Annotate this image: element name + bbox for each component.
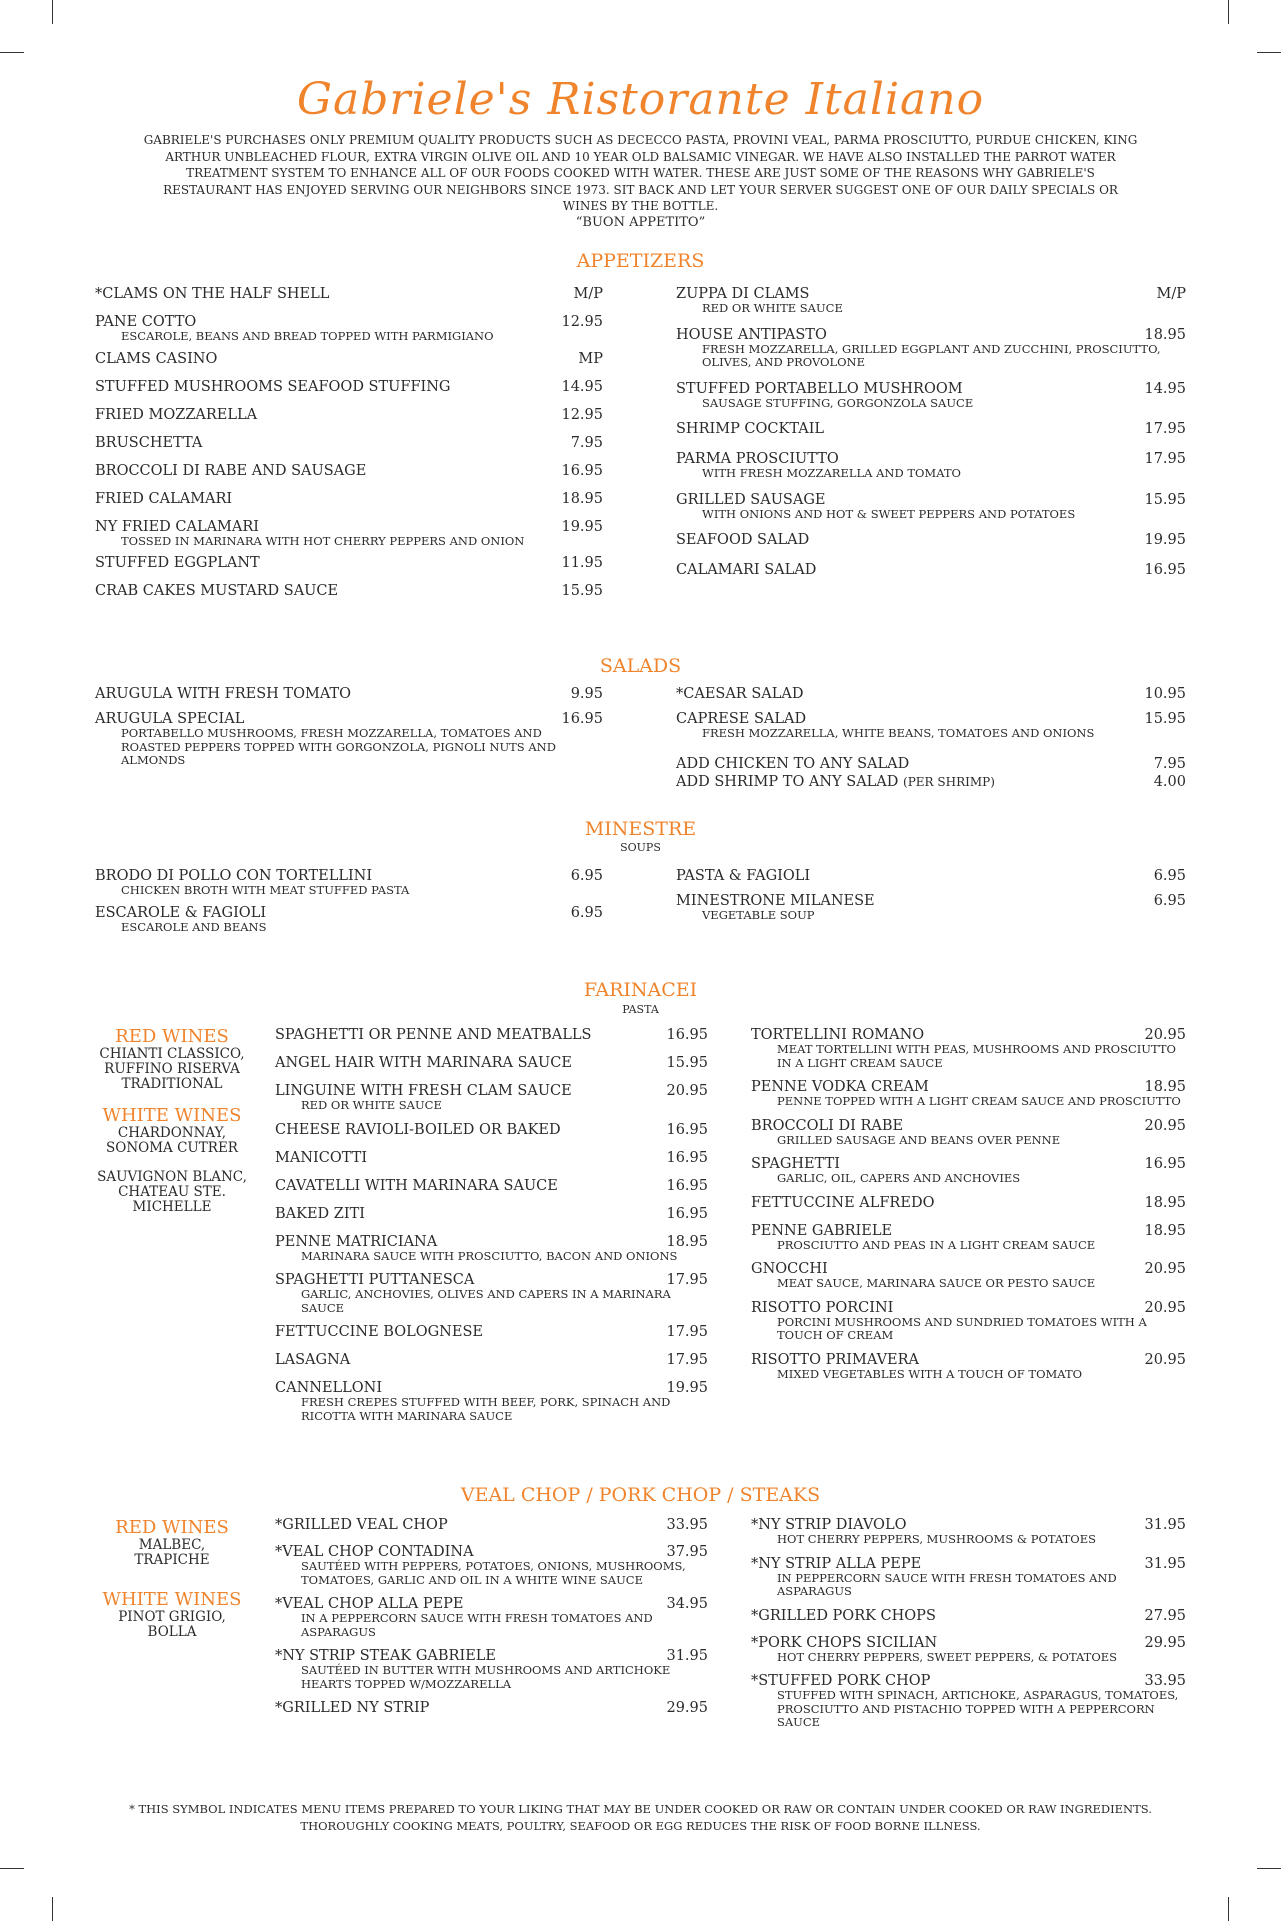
menu-item xyxy=(95,287,603,302)
item-price: 9.95 xyxy=(570,686,603,702)
menu-item xyxy=(751,1518,1186,1547)
item-name: RISOTTO PORCINI xyxy=(751,1299,894,1316)
item-price: 12.95 xyxy=(561,406,603,423)
menu-item xyxy=(751,1262,1186,1291)
minestre-left-column xyxy=(95,869,603,934)
white-wines-heading: WHITE WINES xyxy=(102,1589,242,1610)
menu-item xyxy=(676,452,1186,481)
menu-item xyxy=(275,1235,708,1264)
item-name: *GRILLED VEAL CHOP xyxy=(275,1517,448,1533)
menu-header xyxy=(0,72,1281,231)
item-name: BROCCOLI DI RABE xyxy=(751,1117,904,1134)
item-price: 16.95 xyxy=(666,1177,708,1194)
appetizers-left-column xyxy=(95,287,603,599)
steaks-right-column xyxy=(751,1518,1186,1730)
item-price: 15.95 xyxy=(1144,711,1186,727)
wine-line: TRADITIONAL xyxy=(121,1076,223,1092)
menu-item xyxy=(95,906,603,935)
wine-line: MICHELLE xyxy=(132,1199,212,1215)
item-price: 20.95 xyxy=(1144,1351,1186,1368)
salads-right-column xyxy=(676,687,1186,741)
item-name: CLAMS CASINO xyxy=(95,350,218,367)
item-price: 15.95 xyxy=(666,1055,708,1071)
item-description: ESCAROLE AND BEANS xyxy=(121,919,267,934)
item-price: 12.95 xyxy=(561,314,603,330)
item-name: PASTA & FAGIOLI xyxy=(676,868,811,884)
item-description: PROSCIUTTO AND PEAS IN A LIGHT CREAM SAUCE xyxy=(777,1237,1096,1252)
item-price: 15.95 xyxy=(561,583,603,599)
menu-item xyxy=(751,1557,1186,1599)
menu-item xyxy=(751,1609,1186,1624)
item-description: ESCAROLE, BEANS AND BREAD TOPPED WITH PARMIGIANO xyxy=(121,329,494,343)
item-description: VEGETABLE SOUP xyxy=(702,908,815,922)
item-name: CAPRESE SALAD xyxy=(676,711,807,727)
menu-item xyxy=(751,1301,1186,1343)
item-name: ADD SHRIMP TO ANY SALAD xyxy=(676,774,899,790)
farinacei-subheading: PASTA xyxy=(622,1003,659,1016)
crop-mark xyxy=(1228,0,1229,24)
item-price: 37.95 xyxy=(666,1544,708,1560)
item-price: 20.95 xyxy=(1144,1299,1186,1316)
item-description: FRESH MOZZARELLA, WHITE BEANS, TOMATOES AND ONIONS xyxy=(702,726,1095,740)
item-name: MANICOTTI xyxy=(275,1149,368,1166)
menu-item xyxy=(275,1151,708,1166)
item-name: ESCAROLE & FAGIOLI xyxy=(95,904,267,921)
item-description: RED OR WHITE SAUCE xyxy=(301,1098,442,1112)
item-price: M/P xyxy=(573,286,603,302)
menu-item xyxy=(751,1028,1186,1070)
menu-item xyxy=(95,436,603,451)
wine-line: PINOT GRIGIO, xyxy=(118,1609,226,1625)
item-price: 18.95 xyxy=(1144,1079,1186,1095)
item-description: GARLIC, ANCHOVIES, OLIVES AND CAPERS IN A MARINARA SAUCE xyxy=(301,1287,671,1315)
item-name: *CLAMS ON THE HALF SHELL xyxy=(95,286,330,302)
crop-mark xyxy=(0,1868,24,1869)
item-price: 14.95 xyxy=(1144,380,1186,397)
item-price: 17.95 xyxy=(666,1272,708,1288)
item-description: MEAT SAUCE, MARINARA SAUCE OR PESTO SAUCE xyxy=(777,1276,1096,1290)
item-description: GARLIC, OIL, CAPERS AND ANCHOVIES xyxy=(777,1171,1021,1185)
item-price: 11.95 xyxy=(561,555,603,571)
menu-item xyxy=(95,712,603,768)
item-price: 27.95 xyxy=(1144,1607,1186,1624)
menu-item xyxy=(676,687,1186,702)
appetizers-heading: APPETIZERS xyxy=(576,250,705,272)
menu-item xyxy=(751,1636,1186,1665)
farinacei-right-column xyxy=(751,1028,1186,1381)
intro-text: GABRIELE'S PURCHASES ONLY PREMIUM QUALITY PRODUCTS SUCH AS DECECCO PASTA, PROVINI VEAL, PARMA PROSCIUTTO, PURDUE CHICKEN, KING ARTHUR UNBLEACHED FLOUR, EXTRA VIRGIN OLIVE OIL AND 10 YEAR OLD BALSAMIC VINEGAR. WE HAVE ALSO INSTALLED THE PARROT WATER TREATMENT SYSTEM TO ENHANCE ALL OF OUR FOODS COOKED WITH WATER. THESE ARE JUST SOME OF THE REASONS WHY GABRIELE'S RESTAURANT HAS ENJOYED SERVING OUR NEIGHBORS SINCE 1973. SIT BACK AND LET YOUR SERVER SUGGEST ONE OF OUR DAILY SPECIALS OR WINES BY THE BOTTLE. xyxy=(143,133,1138,213)
item-description: SAUSAGE STUFFING, GORGONZOLA SAUCE xyxy=(702,395,974,410)
item-description: IN PEPPERCORN SAUCE WITH FRESH TOMATOES AND ASPARAGUS xyxy=(777,1570,1117,1598)
wine-line: CHATEAU STE. xyxy=(118,1184,226,1200)
menu-item xyxy=(95,315,603,344)
minestre-heading: MINESTRE xyxy=(584,818,697,840)
item-description: SAUTÉED WITH PEPPERS, POTATOES, ONIONS, MUSHROOMS, TOMATOES, GARLIC AND OIL IN A WHITE WINE SAUCE xyxy=(301,1559,686,1587)
item-name: ADD CHICKEN TO ANY SALAD xyxy=(676,756,910,772)
item-price: 6.95 xyxy=(1153,868,1186,884)
menu-item xyxy=(751,1224,1186,1253)
steaks-wine-list xyxy=(82,1518,262,1640)
item-description: RED OR WHITE SAUCE xyxy=(702,301,843,315)
item-description: FRESH CREPES STUFFED WITH BEEF, PORK, SPINACH AND RICOTTA WITH MARINARA SAUCE xyxy=(301,1395,671,1423)
item-name: NY FRIED CALAMARI xyxy=(95,518,260,535)
salads-heading: SALADS xyxy=(599,655,682,677)
item-name: *NY STRIP DIAVOLO xyxy=(751,1517,907,1533)
item-name: STUFFED MUSHROOMS SEAFOOD STUFFING xyxy=(95,378,451,395)
item-name: *VEAL CHOP CONTADINA xyxy=(275,1544,474,1560)
item-name: STUFFED PORTABELLO MUSHROOM xyxy=(676,380,963,397)
item-description: MIXED VEGETABLES WITH A TOUCH OF TOMATO xyxy=(777,1366,1083,1381)
item-name: *VEAL CHOP ALLA PEPE xyxy=(275,1596,464,1612)
menu-item xyxy=(95,869,603,898)
crop-mark xyxy=(1228,1897,1229,1921)
menu-item xyxy=(676,757,1186,772)
menu-item xyxy=(676,328,1186,370)
wine-line: BOLLA xyxy=(147,1624,197,1640)
item-price: 20.95 xyxy=(666,1083,708,1099)
item-price: 14.95 xyxy=(561,378,603,395)
item-price: 16.95 xyxy=(666,1121,708,1138)
menu-item xyxy=(275,1207,708,1222)
item-price: 15.95 xyxy=(1144,491,1186,508)
item-name: RISOTTO PRIMAVERA xyxy=(751,1351,920,1368)
item-price: 16.95 xyxy=(1144,562,1186,578)
item-name: ANGEL HAIR WITH MARINARA SAUCE xyxy=(275,1055,572,1071)
item-price: 16.95 xyxy=(561,462,603,479)
item-price: 18.95 xyxy=(561,490,603,507)
item-description: IN A PEPPERCORN SAUCE WITH FRESH TOMATOES AND ASPARAGUS xyxy=(301,1611,653,1639)
menu-item xyxy=(95,584,603,599)
item-price: 16.95 xyxy=(666,1027,708,1043)
item-name: FETTUCCINE ALFREDO xyxy=(751,1194,935,1211)
item-name: ARUGULA SPECIAL xyxy=(95,711,245,727)
item-price: 17.95 xyxy=(666,1352,708,1368)
item-price: 10.95 xyxy=(1144,686,1186,702)
menu-item xyxy=(275,1353,708,1368)
menu-item xyxy=(676,533,1186,548)
item-name: *NY STRIP ALLA PEPE xyxy=(751,1555,922,1572)
item-name: GNOCCHI xyxy=(751,1261,828,1277)
menu-item xyxy=(275,1597,708,1639)
item-price: 7.95 xyxy=(1153,756,1186,772)
item-price: 20.95 xyxy=(1144,1261,1186,1277)
item-name: GRILLED SAUSAGE xyxy=(676,491,826,508)
item-price: 16.95 xyxy=(666,1205,708,1222)
menu-item xyxy=(95,687,603,702)
item-description: HOT CHERRY PEPPERS, MUSHROOMS & POTATOES xyxy=(777,1532,1097,1546)
steaks-heading: VEAL CHOP / PORK CHOP / STEAKS xyxy=(460,1484,821,1506)
item-name: ARUGULA WITH FRESH TOMATO xyxy=(95,686,352,702)
item-name: SPAGHETTI PUTTANESCA xyxy=(275,1272,475,1288)
crop-mark xyxy=(1257,52,1281,53)
item-price: 6.95 xyxy=(570,868,603,884)
menu-item xyxy=(95,408,603,423)
item-name: SEAFOOD SALAD xyxy=(676,532,810,548)
menu-item xyxy=(95,352,603,367)
white-wines-heading: WHITE WINES xyxy=(102,1105,242,1126)
menu-item xyxy=(751,1674,1186,1730)
item-description: SAUTÉED IN BUTTER WITH MUSHROOMS AND ARTICHOKE HEARTS TOPPED W/MOZZARELLA xyxy=(301,1663,671,1691)
item-price: 17.95 xyxy=(1144,451,1186,467)
item-description: GRILLED SAUSAGE AND BEANS OVER PENNE xyxy=(777,1132,1061,1147)
wine-line: MALBEC, xyxy=(138,1537,206,1553)
item-name: *GRILLED PORK CHOPS xyxy=(751,1607,936,1624)
item-price: 29.95 xyxy=(666,1700,708,1716)
item-price: 33.95 xyxy=(666,1517,708,1533)
item-price: 33.95 xyxy=(1144,1673,1186,1689)
wine-line: RUFFINO RISERVA xyxy=(104,1061,240,1077)
item-price: 6.95 xyxy=(570,904,603,921)
menu-item xyxy=(751,1196,1186,1211)
item-note: (PER SHRIMP) xyxy=(903,775,995,789)
item-name: ZUPPA DI CLAMS xyxy=(676,286,810,302)
item-name: CHEESE RAVIOLI-BOILED OR BAKED xyxy=(275,1121,561,1138)
item-price: 18.95 xyxy=(1144,1222,1186,1239)
item-name: LASAGNA xyxy=(275,1352,351,1368)
crop-mark xyxy=(0,52,24,53)
farinacei-wine-list xyxy=(82,1027,262,1215)
item-description: HOT CHERRY PEPPERS, SWEET PEPPERS, & POTATOES xyxy=(777,1649,1118,1664)
item-name: SPAGHETTI OR PENNE AND MEATBALLS xyxy=(275,1027,592,1043)
item-name: CRAB CAKES MUSTARD SAUCE xyxy=(95,583,339,599)
menu-item xyxy=(95,492,603,507)
menu-item xyxy=(751,1119,1186,1148)
allergy-notice xyxy=(0,1801,1281,1834)
item-name: BRODO DI POLLO CON TORTELLINI xyxy=(95,868,373,884)
item-name: PENNE VODKA CREAM xyxy=(751,1079,929,1095)
item-price: 19.95 xyxy=(1144,532,1186,548)
menu-item xyxy=(676,775,1186,790)
item-name: TORTELLINI ROMANO xyxy=(751,1027,925,1043)
menu-item xyxy=(751,1080,1186,1109)
item-name: STUFFED EGGPLANT xyxy=(95,555,260,571)
menu-item xyxy=(676,563,1186,578)
item-price: MP xyxy=(578,350,603,367)
item-price: 18.95 xyxy=(1144,326,1186,343)
farinacei-heading: FARINACEI xyxy=(583,979,698,1001)
item-price: 16.95 xyxy=(1144,1156,1186,1172)
menu-item xyxy=(95,556,603,571)
item-description: WITH ONIONS AND HOT & SWEET PEPPERS AND POTATOES xyxy=(702,506,1076,521)
item-price: 31.95 xyxy=(1144,1555,1186,1572)
menu-item xyxy=(751,1157,1186,1186)
item-price: 34.95 xyxy=(666,1596,708,1612)
item-name: PARMA PROSCIUTTO xyxy=(676,451,839,467)
wine-line: SAUVIGNON BLANC, xyxy=(97,1169,247,1185)
salad-addons xyxy=(676,757,1186,790)
wine-line: SONOMA CUTRER xyxy=(106,1140,238,1156)
crop-mark xyxy=(1257,1868,1281,1869)
item-name: CAVATELLI WITH MARINARA SAUCE xyxy=(275,1177,558,1194)
item-name: PENNE MATRICIANA xyxy=(275,1233,438,1250)
menu-item xyxy=(676,712,1186,741)
menu-item xyxy=(275,1028,708,1043)
item-name: BRUSCHETTA xyxy=(95,434,203,451)
menu-item xyxy=(676,869,1186,884)
menu-item xyxy=(275,1056,708,1071)
menu-item xyxy=(676,422,1186,437)
wine-line: CHIANTI CLASSICO, xyxy=(99,1046,245,1062)
menu-item xyxy=(676,493,1186,522)
item-price: 4.00 xyxy=(1153,774,1186,790)
item-description: STUFFED WITH SPINACH, ARTICHOKE, ASPARAGUS, TOMATOES, PROSCIUTTO AND PISTACHIO TOPPED WITH A PEPPERCORN SAUCE xyxy=(777,1688,1179,1729)
item-price: M/P xyxy=(1156,286,1186,302)
item-description: CHICKEN BROTH WITH MEAT STUFFED PASTA xyxy=(121,883,410,897)
menu-item xyxy=(275,1545,708,1587)
menu-item xyxy=(275,1518,708,1533)
item-name: SPAGHETTI xyxy=(751,1156,840,1172)
crop-mark xyxy=(52,1897,53,1921)
menu-item xyxy=(275,1123,708,1138)
item-description: PORTABELLO MUSHROOMS, FRESH MOZZARELLA, TOMATOES AND ROASTED PEPPERS TOPPED WITH GORGONZOLA, PIGNOLI NUTS AND ALMONDS xyxy=(121,726,556,767)
menu-item xyxy=(676,287,1186,316)
appetizers-right-column xyxy=(676,287,1186,578)
item-price: 18.95 xyxy=(666,1233,708,1250)
crop-mark xyxy=(52,0,53,24)
item-price: 19.95 xyxy=(561,518,603,535)
minestre-right-column xyxy=(676,869,1186,923)
menu-item xyxy=(275,1325,708,1340)
menu-item xyxy=(95,520,603,549)
menu-item xyxy=(95,464,603,479)
red-wines-heading: RED WINES xyxy=(115,1026,229,1047)
item-name: FETTUCCINE BOLOGNESE xyxy=(275,1324,483,1340)
item-name: HOUSE ANTIPASTO xyxy=(676,326,827,343)
item-name: CANNELLONI xyxy=(275,1380,383,1396)
buon-appetito: “BUON APPETITO” xyxy=(575,214,706,230)
minestre-subheading: SOUPS xyxy=(620,841,661,854)
item-name: LINGUINE WITH FRESH CLAM SAUCE xyxy=(275,1083,572,1099)
item-name: PENNE GABRIELE xyxy=(751,1222,893,1239)
item-name: *PORK CHOPS SICILIAN xyxy=(751,1634,938,1651)
item-name: *NY STRIP STEAK GABRIELE xyxy=(275,1648,496,1664)
footer-line-2: THOROUGHLY COOKING MEATS, POULTRY, SEAFOOD OR EGG REDUCES THE RISK OF FOOD BORNE ILLNESS. xyxy=(300,1818,981,1833)
item-price: 17.95 xyxy=(1144,421,1186,437)
item-price: 16.95 xyxy=(561,711,603,727)
item-description: PENNE TOPPED WITH A LIGHT CREAM SAUCE AND PROSCIUTTO xyxy=(777,1094,1181,1108)
menu-item xyxy=(275,1084,708,1113)
item-name: *STUFFED PORK CHOP xyxy=(751,1673,931,1689)
menu-item xyxy=(95,380,603,395)
salads-left-column xyxy=(95,687,603,768)
wine-line: TRAPICHE xyxy=(134,1552,210,1568)
item-price: 31.95 xyxy=(666,1648,708,1664)
item-description: MEAT TORTELLINI WITH PEAS, MUSHROOMS AND PROSCIUTTO IN A LIGHT CREAM SAUCE xyxy=(777,1042,1176,1070)
item-name: FRIED MOZZARELLA xyxy=(95,406,258,423)
item-description: TOSSED IN MARINARA WITH HOT CHERRY PEPPERS AND ONION xyxy=(121,533,525,548)
menu-item xyxy=(275,1381,708,1423)
item-name: PANE COTTO xyxy=(95,314,197,330)
item-price: 7.95 xyxy=(570,434,603,451)
item-price: 31.95 xyxy=(1144,1517,1186,1533)
item-name: BAKED ZITI xyxy=(275,1205,365,1222)
steaks-left-column xyxy=(275,1518,708,1716)
item-name: BROCCOLI DI RABE AND SAUSAGE xyxy=(95,462,367,479)
farinacei-left-column xyxy=(275,1028,708,1423)
item-name: SHRIMP COCKTAIL xyxy=(676,421,825,437)
menu-item xyxy=(676,382,1186,411)
item-price: 18.95 xyxy=(1144,1194,1186,1211)
wine-line: CHARDONNAY, xyxy=(117,1125,227,1141)
item-name: *CAESAR SALAD xyxy=(676,686,804,702)
menu-item xyxy=(275,1273,708,1315)
footer-line-1: * THIS SYMBOL INDICATES MENU ITEMS PREPARED TO YOUR LIKING THAT MAY BE UNDER COOKED OR RAW OR CONTAIN UNDER COOKED OR RAW INGREDIENTS. xyxy=(129,1802,1152,1816)
item-description: WITH FRESH MOZZARELLA AND TOMATO xyxy=(702,466,961,480)
item-price: 6.95 xyxy=(1153,893,1186,909)
item-description: MARINARA SAUCE WITH PROSCIUTTO, BACON AND ONIONS xyxy=(301,1248,678,1263)
menu-item xyxy=(275,1179,708,1194)
menu-item xyxy=(676,894,1186,923)
item-price: 17.95 xyxy=(666,1324,708,1340)
restaurant-title: Gabriele's Ristorante Italiano xyxy=(296,74,985,125)
menu-item xyxy=(751,1353,1186,1382)
menu-item xyxy=(275,1701,708,1716)
menu-item xyxy=(275,1649,708,1691)
red-wines-heading: RED WINES xyxy=(115,1517,229,1538)
item-name: CALAMARI SALAD xyxy=(676,562,817,578)
item-price: 20.95 xyxy=(1144,1117,1186,1134)
item-price: 20.95 xyxy=(1144,1027,1186,1043)
item-price: 19.95 xyxy=(666,1380,708,1396)
item-name: MINESTRONE MILANESE xyxy=(676,893,875,909)
item-price: 16.95 xyxy=(666,1149,708,1166)
item-description: PORCINI MUSHROOMS AND SUNDRIED TOMATOES WITH A TOUCH OF CREAM xyxy=(777,1314,1147,1342)
item-description: FRESH MOZZARELLA, GRILLED EGGPLANT AND ZUCCHINI, PROSCIUTTO, OLIVES, AND PROVOLONE xyxy=(702,341,1161,369)
item-name: *GRILLED NY STRIP xyxy=(275,1700,430,1716)
item-price: 29.95 xyxy=(1144,1634,1186,1651)
item-name: FRIED CALAMARI xyxy=(95,490,233,507)
